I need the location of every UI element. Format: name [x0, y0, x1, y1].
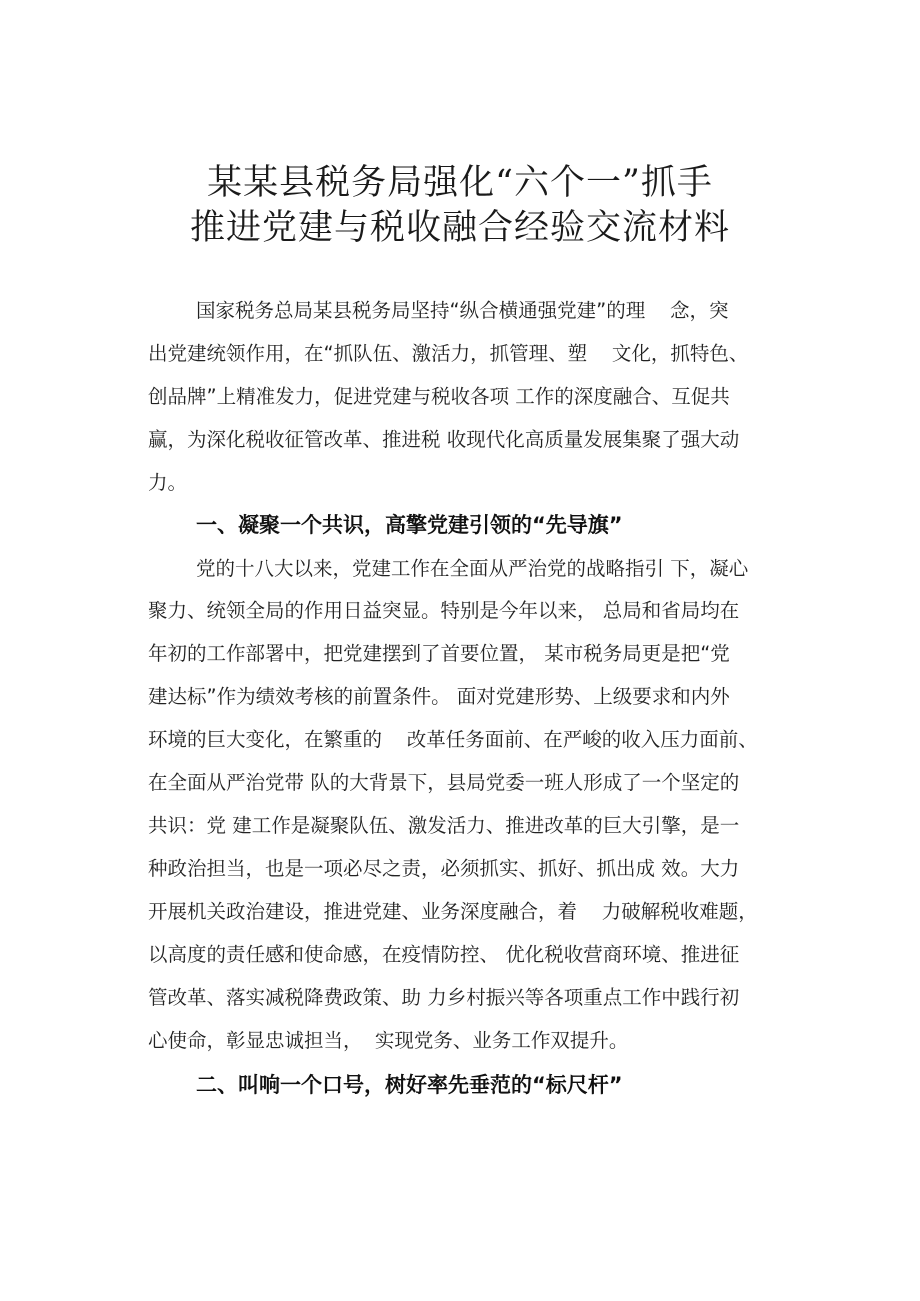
section-1-line: 管改革、落实减税降费政策、助 力乡村振兴等各项重点工作中践行初	[148, 986, 740, 1009]
section-1-line: 党的十八大以来，党建工作在全面从严治党的战略指引 下，凝心	[196, 557, 749, 580]
section-1-line: 心使命，彰显忠诚担当， 实现党务、业务工作双提升。	[148, 1029, 629, 1052]
intro-line: 力。	[148, 471, 188, 494]
section-1-heading: 一、凝聚一个共识，高擎党建引领的“先导旗”	[196, 513, 623, 537]
section-1-line: 以高度的责任感和使命感，在疫情防控、 优化税收营商环境、推进征	[148, 943, 740, 966]
section-2-heading: 二、叫响一个口号，树好率先垂范的“标尺杆”	[196, 1073, 623, 1097]
intro-line: 创品牌”上精准发力，促进党建与税收各项 工作的深度融合、互促共	[148, 385, 730, 408]
document-title-line-2: 推进党建与税收融合经验交流材料	[189, 208, 730, 248]
document-title-line-1: 某某县税务局强化“六个一”抓手	[207, 163, 713, 203]
intro-line: 出党建统领作用，在“抓队伍、激活力，抓管理、塑 文化，抓特色、	[148, 342, 749, 365]
section-1-line: 年初的工作部署中，把党建摆到了首要位置， 某市税务局更是把“党	[148, 642, 730, 665]
section-1-line: 建达标”作为绩效考核的前置条件。 面对党建形势、上级要求和内外	[148, 685, 730, 708]
section-1-line: 环境的巨大变化，在繁重的 改革任务面前、在严峻的收入压力面前、	[148, 728, 758, 751]
intro-line: 赢，为深化税收征管改革、推进税 收现代化高质量发展集聚了强大动	[148, 428, 740, 451]
section-1-line: 开展机关政治建设，推进党建、业务深度融合，着 力破解税收难题，	[148, 900, 758, 923]
section-1-line: 聚力、统领全局的作用日益突显。特别是今年以来， 总局和省局均在	[148, 599, 740, 622]
intro-line: 国家税务总局某县税务局坚持“纵合横通强党建”的理 念，突	[196, 299, 729, 322]
section-1-line: 共识：党 建工作是凝聚队伍、激发活力、推进改革的巨大引擎，是一	[148, 814, 740, 837]
section-1-line: 在全面从严治党带 队的大背景下，县局党委一班人形成了一个坚定的	[148, 771, 740, 794]
section-1-line: 种政治担当，也是一项必尽之责，必须抓实、抓好、抓出成 效。大力	[148, 857, 740, 880]
